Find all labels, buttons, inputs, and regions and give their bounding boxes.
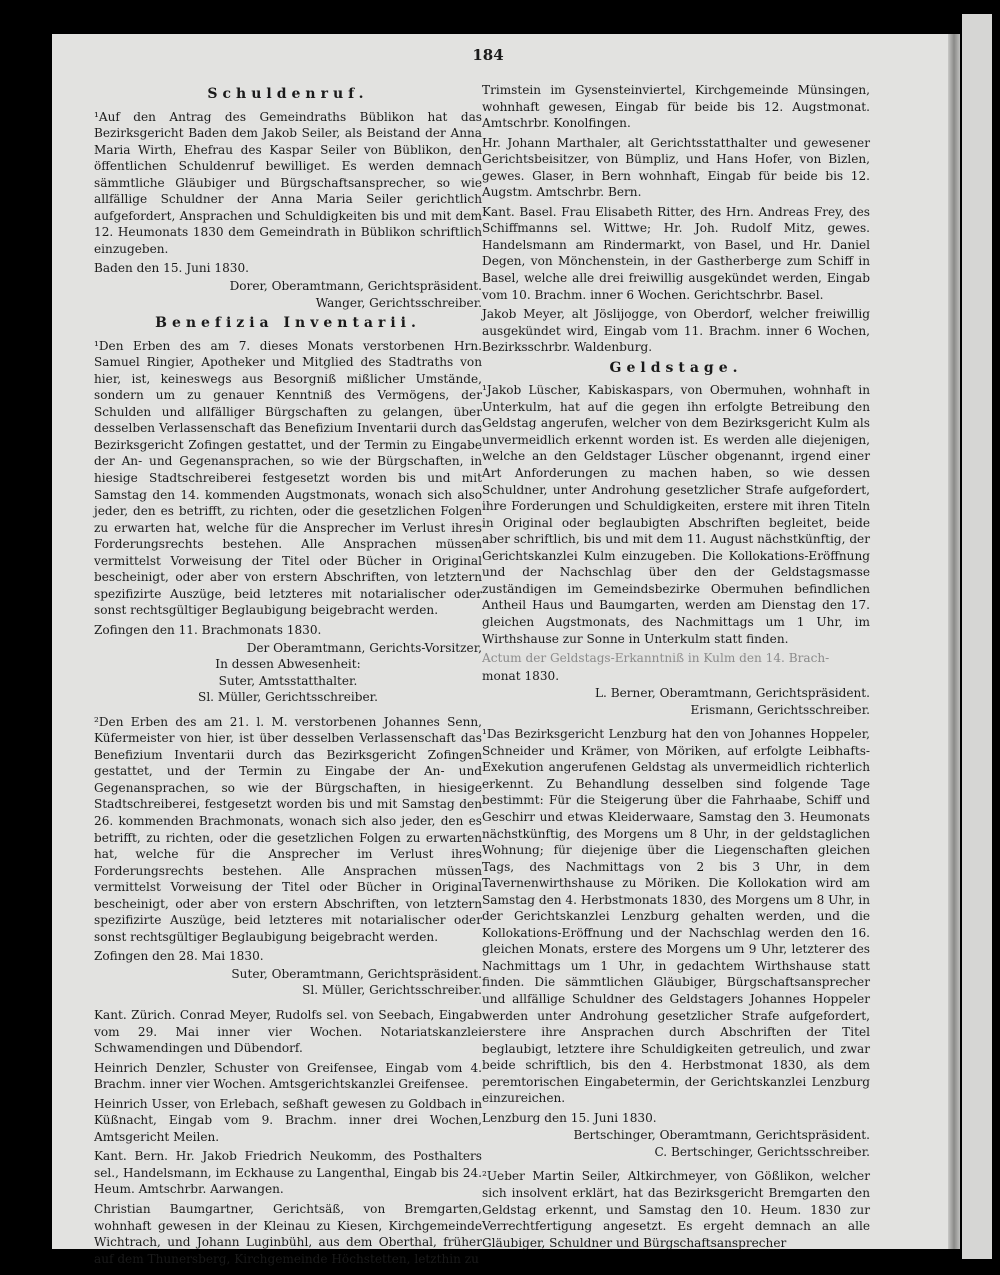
notice-continuation-trimstein: Trimstein im Gysensteinviertel, Kirchgemeinde Münsingen, wohnhaft gewesen, Eingab für beide bis 12. Augstmonat. Amtschrbr. Konolfingen. [482, 83, 870, 131]
notice-meyer-oberdorf: Jakob Meyer, alt Jöslijogge, von Oberdorf, welcher freiwillig ausgekündet wird, Eingab vom 11. Brachm. inner 6 Wochen, Bezirksschrbr. Waldenburg. [482, 307, 870, 355]
signature: Sl. Müller, Gerichtsschreiber. [198, 690, 378, 705]
page-fold-shadow [948, 34, 960, 1249]
notice-benefizium-ringier: ¹Den Erben des am 7. dieses Monats verstorbenen Hrn. Samuel Ringier, Apotheker und Mitglied des Stadtraths von hier, ist, keineswegs aus Besorgniß mißlicher Umstände, sondern um zu genauer Kenntniß des Vermögens, der Schulden und allfälliger Bürgschaften zu gelangen, über desselben Verlassenschaft das Benefizium Inventarii durch das Bezirksgericht Zofingen gestattet, und der Termin zu Eingabe der An- und Gegenansprachen, so wie der Bürgschaften, in hiesige Stadtschreiberei festgesetzt worden bis und mit Samstag den 14. kommenden Augstmonats, wonach sich also jeder, den es betrifft, zu richten, oder die gesetzlichen Folgen zu erwarten hat, welche für die Ansprecher im Verlust ihres Forderungsrechts bestehen. Alle Ansprachen müssen vermittelst Vorweisung der Titel oder Bücher in Original bescheinigt, oder aber von erstern Abschriften, von letztern spezifizirte Auszüge, beid letzteres mit notarialischer oder sonst rechtsgültiger Beglaubigung beigebracht werden. [94, 338, 482, 618]
page-number: 184 [472, 46, 504, 64]
right-column [482, 82, 870, 1254]
heading-schuldenruf: Schuldenruf. [207, 86, 369, 102]
notice-kant-bern-baumgartner: Christian Baumgartner, Gerichtsäß, von Bremgarten, wohnhaft gewesen in der Kleinau zu Kiesen, Kirchgemeinde Wichtrach, und Johann Luginbühl, aus dem Oberthal, früher auf dem Thunersberg, Kirchgemeinde Höchstetten, letzthin zu [94, 1202, 482, 1266]
notice-kant-basel-ritter: Kant. Basel. Frau Elisabeth Ritter, des Hrn. Andreas Frey, des Schiffmanns sel. Wittwe; Hr. Joh. Rudolf Mitz, gewes. Handelsmann am Rindermarkt, von Basel, und Hr. Daniel Degen, von Mönchenstein, in der Gastherberge zum Schiff in Basel, welche alle drei freiwillig ausgekündet werden, Eingab vom 10. Brachm. inner 6 Wochen. Gerichtschrbr. Basel. [482, 204, 870, 302]
heading-geldstage: Geldstage. [609, 359, 743, 376]
notice-place-date: monat 1830. [482, 668, 560, 683]
notice-kant-bern-neukomm: Kant. Bern. Hr. Jakob Friedrich Neukomm, des Posthalters sel., Handelsmann, im Eckhause zu Langenthal, Eingab bis 24. Heum. Amtschrbr. Aarwangen. [94, 1149, 482, 1197]
signature: Wanger, Gerichtsschreiber. [315, 295, 482, 310]
heading-benefizia-inventarii: Benefizia Inventarii. [155, 315, 421, 332]
signature: Dorer, Oberamtmann, Gerichtspräsident. [229, 279, 482, 294]
signature: L. Berner, Oberamtmann, Gerichtspräsident. [594, 686, 870, 701]
notice-place-date: Zofingen den 11. Brachmonats 1830. [94, 622, 322, 637]
signature: Erismann, Gerichtsschreiber. [690, 702, 870, 717]
notice-kant-zurich-meyer: Kant. Zürich. Conrad Meyer, Rudolfs sel. von Seebach, Eingab vom 29. Mai inner vier Wochen. Notariatskanzlei Schwamendingen und Dübendorf. [94, 1007, 482, 1056]
signature: Bertschinger, Oberamtmann, Gerichtspräsident. [573, 1128, 870, 1143]
notice-place-date: Baden den 15. Juni 1830. [94, 261, 249, 276]
signature: Sl. Müller, Gerichtsschreiber. [302, 983, 482, 998]
notice-place-date: Zofingen den 28. Mai 1830. [94, 949, 264, 964]
faint-line: Actum der Geldstags-Erkanntniß in Kulm den 14. Brach- [482, 651, 830, 666]
notice-geldstag-seiler: ²Ueber Martin Seiler, Altkirchmeyer, von Gößlikon, welcher sich insolvent erklärt, hat das Bezirksgericht Bremgarten den Geldstag erkennt, und Samstag den 10. Heum. 1830 zur Verrechtfertigung angesetzt. Es ergeht demnach an alle Gläubiger, Schuldner und Bürgschaftsansprecher [482, 1169, 870, 1250]
signature: In dessen Abwesenheit: [215, 657, 361, 672]
signature: Suter, Oberamtmann, Gerichtspräsident. [231, 966, 482, 981]
signature: Der Oberamtmann, Gerichts-Vorsitzer, [246, 640, 482, 655]
notice-place-date: Lenzburg den 15. Juni 1830. [482, 1110, 657, 1125]
left-column [94, 82, 482, 1270]
notice-benefizium-senn: ²Den Erben des am 21. l. M. verstorbenen Johannes Senn, Küfermeister von hier, ist über desselben Verlassenschaft das Benefizium Inventarii durch das Bezirksgericht Zofingen gestattet, und der Termin zu Eingabe der An- und Gegenansprachen, so wie der Bürgschaften, in hiesige Stadtschreiberei, festgesetzt worden bis und mit Samstag den 26. kommenden Brachmonats, wonach sich also jeder, den es betrifft, zu richten, oder die gesetzlichen Folgen zu erwarten hat, welche für die Ansprecher im Verlust ihres Forderungsrechts bestehen. Alle Ansprachen müssen vermittelst Vorweisung der Titel oder Bücher in Original bescheinigt, oder aber von erstern Abschriften, von letztern spezifizirte Auszüge, beid letzteres mit notarialischer oder sonst rechtsgültiger Beglaubigung beigebracht werden. [94, 714, 482, 944]
signature: C. Bertschinger, Gerichtsschreiber. [654, 1144, 870, 1159]
notice-schuldenruf: ¹Auf den Antrag des Gemeindraths Büblikon hat das Bezirksgericht Baden dem Jakob Seiler, als Beistand der Anna Maria Wirth, Ehefrau des Kaspar Seiler von Büblikon, den öffentlichen Schuldenruf bewilliget. Es werden demnach sämmtliche Gläubiger und Bürgschaftsansprecher, so wie allfällige Schuldner der Anna Maria Seiler gerichtlich aufgefordert, Ansprachen und Schuldigkeiten bis und mit dem 12. Heumonats 1830 dem Gemeindrath in Büblikon schriftlich einzugeben. [94, 109, 482, 256]
signature: Suter, Amtsstatthalter. [218, 673, 358, 688]
notice-marthaler: Hr. Johann Marthaler, alt Gerichtsstatthalter und gewesener Gerichtsbeisitzer, von Bümpliz, und Hans Hofer, von Bizlen, gewes. Glaser, in Bern wohnhaft, Eingab für beide bis 12. Augstm. Amtschrbr. Bern. [482, 135, 870, 200]
notice-geldstag-luscher: ¹Jakob Lüscher, Kabiskaspars, von Obermuhen, wohnhaft in Unterkulm, hat auf die gegen ihn erfolgte Betreibung den Geldstag angerufen, welcher von dem Bezirksgericht Kulm als unvermeidlich erkennt worden ist. Es werden alle diejenigen, welche an den Geldstager Lüscher obgenannt, irgend einer Art Anforderungen zu machen haben, so wie dessen Schuldner, unter Androhung gesetzlicher Strafe aufgefordert, ihre Forderungen und Schuldigkeiten, erstere mit ihren Titeln in Original oder beglaubigten Abschriften begleitet, beide aber schriftlich, bis und mit dem 11. August nächstkünftig, der Gerichtskanzlei Kulm einzugeben. Die Kollokations-Eröffnung und der Nachschlag über den der Geldstagsmasse zuständigen im Gemeindsbezirke Obermuhen befindlichen Antheil Haus und Baumgarten, werden am Dienstag den 17. gleichen Augstmonats, des Nachmittags um 1 Uhr, im Wirthshause zur Sonne in Unterkulm statt finden. [482, 383, 870, 646]
next-page-edge [962, 14, 992, 1259]
notice-kant-zurich-denzler: Heinrich Denzler, Schuster von Greifensee, Eingab vom 4. Brachm. inner vier Wochen. Amtsgerichtskanzlei Greifensee. [94, 1060, 482, 1092]
notice-geldstag-hoppeler: ¹Das Bezirksgericht Lenzburg hat den von Johannes Hoppeler, Schneider und Krämer, von Möriken, auf erfolgte Leibhafts-Exekution angerufenen Geldstag als unvermeidlich richterlich erkennt. Zu Behandlung desselben sind folgende Tage bestimmt: Für die Steigerung über die Fahrhaabe, Schiff und Geschirr und etwas Kleiderwaare, Samstag den 3. Heumonats nächstkünftig, des Morgens um 8 Uhr, in der geldstaglichen Wohnung; für diejenige über die Liegenschaften gleichen Tags, des Nachmittags von 2 bis 3 Uhr, in dem Tavernenwirthshause zu Möriken. Die Kollokation wird am Samstag den 4. Herbstmonats 1830, des Morgens um 8 Uhr, in der Gerichtskanzlei Lenzburg gehalten werden, und die Kollokations-Eröffnung und der Nachschlag werden den 16. gleichen Monats, erstere des Morgens um 9 Uhr, letzterer des Nachmittags um 1 Uhr, in gedachtem Wirthshause statt finden. Die sämmtlichen Gläubiger, Bürgschaftsansprecher und allfällige Schuldner des Geldstagers Johannes Hoppeler werden unter Androhung gesetzlicher Strafe aufgefordert, erstere ihre Ansprachen durch Abschriften der Titel beglaubigt, letztere ihre Schuldigkeiten getreulich, und zwar beide schriftlich, bis den 4. Herbstmonat 1830, als dem peremtorischen Eingabetermin, der Gerichtskanzlei Lenzburg einzureichen. [482, 727, 870, 1106]
notice-kant-zurich-usser: Heinrich Usser, von Erlebach, seßhaft gewesen zu Goldbach in Küßnacht, Eingab vom 9. Brachm. inner drei Wochen, Amtsgericht Meilen. [94, 1096, 482, 1144]
